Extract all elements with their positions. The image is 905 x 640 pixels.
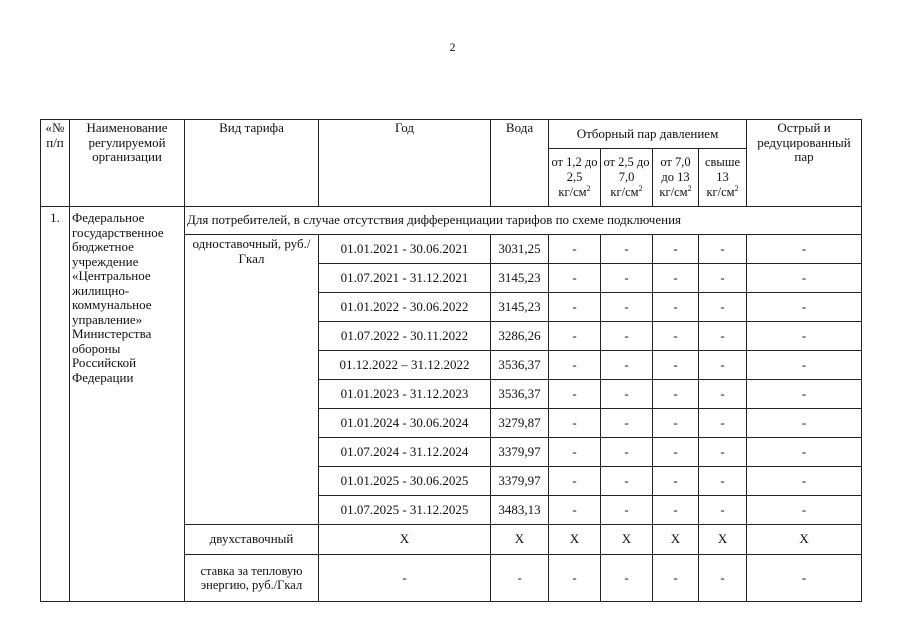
dash-cell: - [319, 555, 491, 602]
dash-cell: - [653, 467, 699, 496]
dash-cell: - [699, 322, 747, 351]
period-year: 01.12.2022 – 31.12.2022 [319, 351, 491, 380]
header-steam-group: Отборный пар давлением [549, 120, 747, 149]
dash-cell: - [601, 496, 653, 525]
dash-cell: - [699, 351, 747, 380]
organization-name: Федеральное государственное бюджетное учреждение «Центральное жилищно-коммунальное управление» Министерства обороны Российской Федерации [70, 207, 185, 602]
x-cell: X [319, 525, 491, 555]
dash-cell: - [653, 438, 699, 467]
water-value: 3483,13 [491, 496, 549, 525]
heat-rate-label: ставка за тепловую энергию, руб./Гкал [185, 555, 319, 602]
x-cell: X [747, 525, 862, 555]
water-value: 3379,97 [491, 467, 549, 496]
dash-cell: - [653, 380, 699, 409]
dash-cell: - [601, 555, 653, 602]
x-cell: X [653, 525, 699, 555]
dash-cell: - [699, 380, 747, 409]
header-steam-col-4: свыше 13 $кг/см^2$ [699, 149, 747, 207]
dash-cell: - [549, 264, 601, 293]
dash-cell: - [549, 438, 601, 467]
dash-cell: - [601, 293, 653, 322]
dash-cell: - [549, 467, 601, 496]
water-value: 3379,97 [491, 438, 549, 467]
period-year: 01.01.2024 - 30.06.2024 [319, 409, 491, 438]
water-value: 3536,37 [491, 380, 549, 409]
dash-cell: - [653, 409, 699, 438]
dash-cell: - [699, 409, 747, 438]
dash-cell: - [653, 351, 699, 380]
dash-cell: - [601, 351, 653, 380]
header-num: «№ п/п [41, 120, 70, 207]
water-value: 3145,23 [491, 293, 549, 322]
period-year: 01.07.2021 - 31.12.2021 [319, 264, 491, 293]
dash-cell: - [699, 555, 747, 602]
dash-cell: - [699, 293, 747, 322]
water-value: 3536,37 [491, 351, 549, 380]
dash-cell: - [747, 496, 862, 525]
period-year: 01.07.2022 - 30.11.2022 [319, 322, 491, 351]
dash-cell: - [747, 555, 862, 602]
dash-cell: - [653, 293, 699, 322]
dash-cell: - [699, 467, 747, 496]
x-cell: X [699, 525, 747, 555]
dash-cell: - [653, 322, 699, 351]
dash-cell: - [549, 555, 601, 602]
dash-cell: - [549, 235, 601, 264]
dash-cell: - [601, 467, 653, 496]
dash-cell: - [699, 438, 747, 467]
header-steam-col-1: от 1,2 до 2,5 $кг/см^2$ [549, 149, 601, 207]
dash-cell: - [549, 293, 601, 322]
period-year: 01.01.2025 - 30.06.2025 [319, 467, 491, 496]
dash-cell: - [747, 264, 862, 293]
header-sharp-steam: Острый и редуцированный пар [747, 120, 862, 207]
dash-cell: - [699, 235, 747, 264]
period-year: 01.07.2025 - 31.12.2025 [319, 496, 491, 525]
dash-cell: - [491, 555, 549, 602]
dash-cell: - [601, 322, 653, 351]
dash-cell: - [653, 235, 699, 264]
consumer-note: Для потребителей, в случае отсутствия дифференциации тарифов по схеме подключения [185, 207, 862, 235]
water-value: 3031,25 [491, 235, 549, 264]
single-rate-label: одноставочный, руб./Гкал [185, 235, 319, 525]
water-value: 3286,26 [491, 322, 549, 351]
dash-cell: - [549, 322, 601, 351]
period-year: 01.01.2023 - 31.12.2023 [319, 380, 491, 409]
dash-cell: - [601, 380, 653, 409]
dash-cell: - [549, 496, 601, 525]
dash-cell: - [747, 438, 862, 467]
water-value: 3279,87 [491, 409, 549, 438]
dash-cell: - [549, 409, 601, 438]
x-cell: X [601, 525, 653, 555]
dash-cell: - [747, 380, 862, 409]
header-year: Год [319, 120, 491, 207]
dash-cell: - [653, 555, 699, 602]
dash-cell: - [747, 409, 862, 438]
x-cell: X [549, 525, 601, 555]
dash-cell: - [747, 467, 862, 496]
row-number: 1. [41, 207, 70, 602]
header-tariff-type: Вид тарифа [185, 120, 319, 207]
page-number: 2 [449, 40, 456, 54]
period-year: 01.01.2022 - 30.06.2022 [319, 293, 491, 322]
dash-cell: - [601, 409, 653, 438]
dash-cell: - [601, 438, 653, 467]
dash-cell: - [699, 264, 747, 293]
two-rate-label: двухставочный [185, 525, 319, 555]
header-water: Вода [491, 120, 549, 207]
dash-cell: - [549, 380, 601, 409]
header-steam-col-3: от 7,0 до 13 $кг/см^2$ [653, 149, 699, 207]
dash-cell: - [699, 496, 747, 525]
dash-cell: - [653, 496, 699, 525]
dash-cell: - [601, 264, 653, 293]
header-steam-col-2: от 2,5 до 7,0 $кг/см^2$ [601, 149, 653, 207]
x-cell: X [491, 525, 549, 555]
dash-cell: - [747, 235, 862, 264]
dash-cell: - [653, 264, 699, 293]
water-value: 3145,23 [491, 264, 549, 293]
period-year: 01.01.2021 - 30.06.2021 [319, 235, 491, 264]
dash-cell: - [747, 293, 862, 322]
dash-cell: - [549, 351, 601, 380]
dash-cell: - [601, 235, 653, 264]
dash-cell: - [747, 351, 862, 380]
dash-cell: - [747, 322, 862, 351]
header-org: Наименование регулируемой организации [70, 120, 185, 207]
tariff-table [40, 119, 862, 602]
period-year: 01.07.2024 - 31.12.2024 [319, 438, 491, 467]
